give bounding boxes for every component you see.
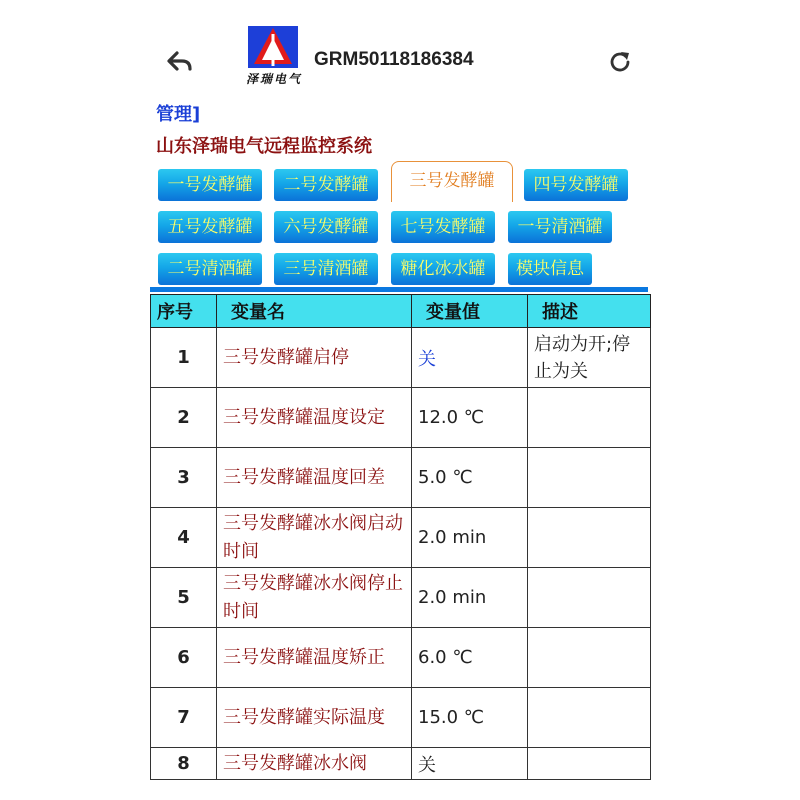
row-index: 7 bbox=[151, 688, 217, 748]
manage-link[interactable]: 管理] bbox=[156, 104, 201, 125]
tab-tank-7[interactable]: 七号发酵罐 bbox=[391, 211, 495, 243]
company-logo bbox=[238, 26, 310, 90]
tab-underline bbox=[150, 287, 648, 292]
row-desc bbox=[528, 388, 651, 448]
header-value: 变量值 bbox=[412, 295, 528, 328]
tab-clear-tank-3[interactable]: 三号清酒罐 bbox=[274, 253, 378, 285]
row-index: 2 bbox=[151, 388, 217, 448]
row-index: 5 bbox=[151, 568, 217, 628]
tab-clear-tank-2[interactable]: 二号清酒罐 bbox=[158, 253, 262, 285]
table-row[interactable] bbox=[151, 628, 651, 688]
row-desc bbox=[528, 628, 651, 688]
logo-text: 泽瑞电气 bbox=[245, 72, 302, 86]
device-id: GRM50118186384 bbox=[314, 49, 474, 70]
tab-tank-5[interactable]: 五号发酵罐 bbox=[158, 211, 262, 243]
tab-tank-2[interactable]: 二号发酵罐 bbox=[274, 169, 378, 201]
table-row[interactable] bbox=[151, 688, 651, 748]
row-index: 4 bbox=[151, 508, 217, 568]
row-desc bbox=[528, 568, 651, 628]
row-value[interactable]: 2.0 min bbox=[412, 568, 528, 628]
header-name: 变量名 bbox=[217, 295, 412, 328]
row-name: 三号发酵罐温度回差 bbox=[217, 448, 412, 508]
row-index: 6 bbox=[151, 628, 217, 688]
table-row[interactable] bbox=[151, 388, 651, 448]
tab-tank-3[interactable]: 三号发酵罐 bbox=[391, 161, 513, 202]
row-value[interactable]: 2.0 min bbox=[412, 508, 528, 568]
row-name: 三号发酵罐冰水阀 bbox=[217, 748, 412, 780]
back-button[interactable] bbox=[160, 44, 200, 84]
row-value[interactable]: 关 bbox=[412, 328, 528, 388]
table-row[interactable] bbox=[151, 748, 651, 780]
row-desc bbox=[528, 448, 651, 508]
variables-table bbox=[150, 294, 651, 780]
row-desc bbox=[528, 508, 651, 568]
row-name: 三号发酵罐实际温度 bbox=[217, 688, 412, 748]
row-desc: 启动为开;停止为关 bbox=[528, 328, 651, 388]
row-index: 3 bbox=[151, 448, 217, 508]
row-name: 三号发酵罐冰水阀停止时间 bbox=[217, 568, 412, 628]
refresh-icon bbox=[607, 49, 633, 79]
back-arrow-icon bbox=[166, 50, 194, 78]
refresh-button[interactable] bbox=[600, 44, 640, 84]
system-title: 山东泽瑞电气远程监控系统 bbox=[156, 136, 372, 157]
table-row[interactable] bbox=[151, 568, 651, 628]
header-index: 序号 bbox=[151, 295, 217, 328]
row-desc bbox=[528, 688, 651, 748]
row-value[interactable]: 5.0 ℃ bbox=[412, 448, 528, 508]
row-index: 1 bbox=[151, 328, 217, 388]
row-name: 三号发酵罐启停 bbox=[217, 328, 412, 388]
tab-tank-4[interactable]: 四号发酵罐 bbox=[524, 169, 628, 201]
row-desc bbox=[528, 748, 651, 780]
tab-ice-water-tank[interactable]: 糖化冰水罐 bbox=[391, 253, 495, 285]
row-value[interactable]: 6.0 ℃ bbox=[412, 628, 528, 688]
row-value[interactable]: 关 bbox=[412, 748, 528, 780]
table-row[interactable] bbox=[151, 448, 651, 508]
tab-clear-tank-1[interactable]: 一号清酒罐 bbox=[508, 211, 612, 243]
row-name: 三号发酵罐温度矫正 bbox=[217, 628, 412, 688]
tab-tank-6[interactable]: 六号发酵罐 bbox=[274, 211, 378, 243]
table-header-row bbox=[151, 295, 651, 328]
table-row[interactable] bbox=[151, 328, 651, 388]
tab-module-info[interactable]: 模块信息 bbox=[508, 253, 592, 285]
row-index: 8 bbox=[151, 748, 217, 780]
row-value[interactable]: 15.0 ℃ bbox=[412, 688, 528, 748]
row-name: 三号发酵罐冰水阀启动时间 bbox=[217, 508, 412, 568]
row-name: 三号发酵罐温度设定 bbox=[217, 388, 412, 448]
row-value[interactable]: 12.0 ℃ bbox=[412, 388, 528, 448]
header-desc: 描述 bbox=[528, 295, 651, 328]
table-row[interactable] bbox=[151, 508, 651, 568]
tab-tank-1[interactable]: 一号发酵罐 bbox=[158, 169, 262, 201]
app-header bbox=[0, 0, 800, 100]
